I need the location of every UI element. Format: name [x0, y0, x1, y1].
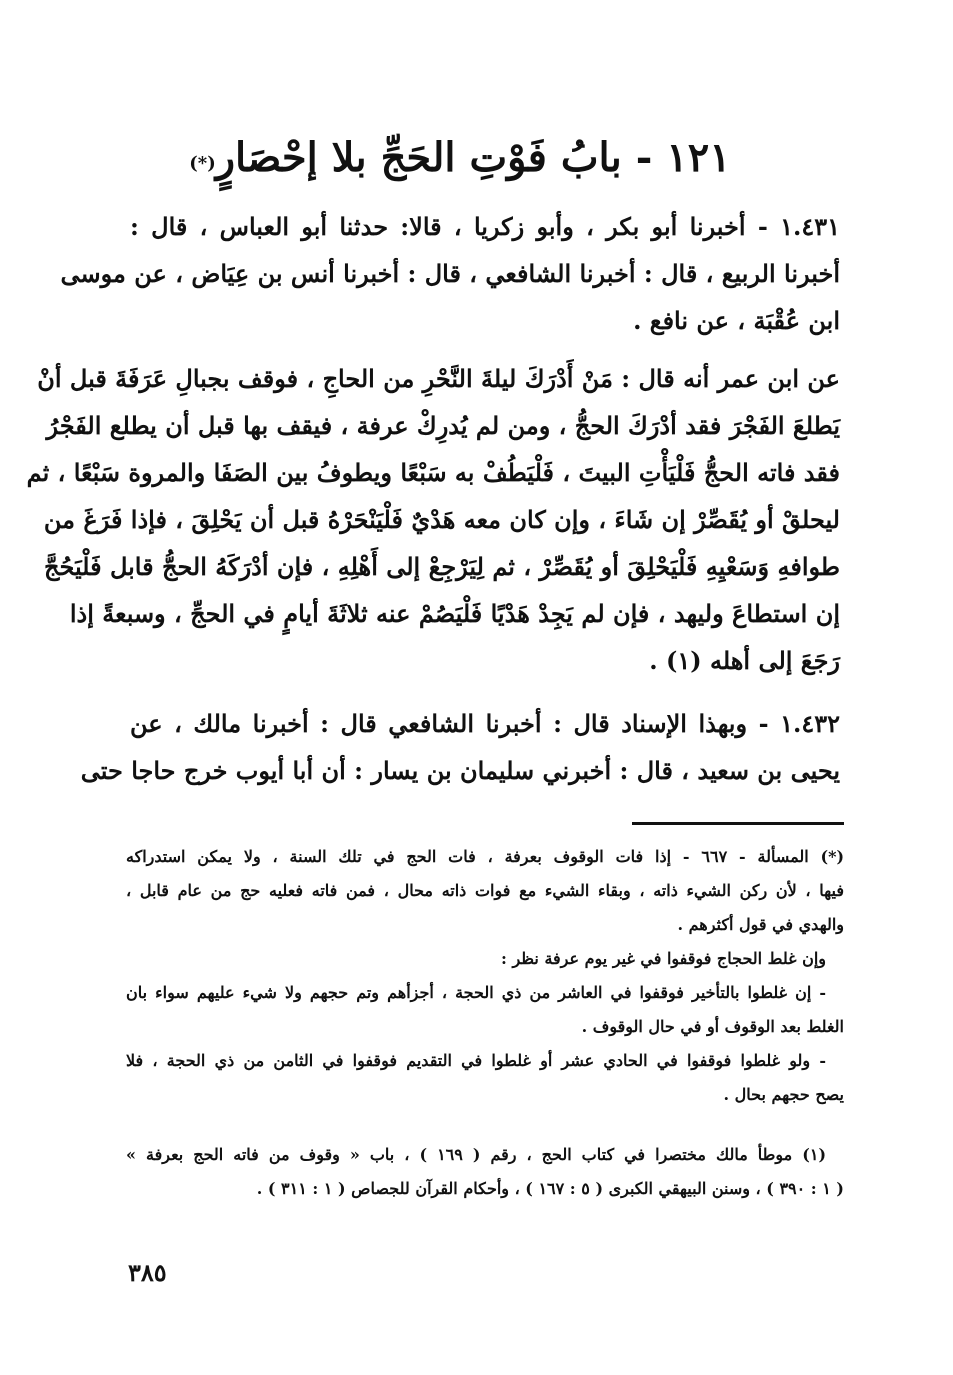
chapter-title	[140, 128, 780, 188]
footnote-separator	[632, 822, 844, 825]
footnote-line: الغلط بعد الوقوف أو في حال الوقوف .	[581, 1017, 844, 1036]
footnote-line: فيها ، لأن ركن الشيء ذاته ، وبقاء الشيء مع فوات ذاته محال ، فمن فاته فعليه حج من عام قابل ،	[126, 881, 844, 900]
hadith-1432	[80, 700, 840, 794]
text-line: ابن عُقْبَة ، عن نافع .	[633, 306, 840, 335]
footnote-line: - إن غلطوا بالتأخير فوقفوا في العاشر من ذي الحجة ، أجزأهم وتم حجهم ولا شيء عليهم سواء بان	[126, 983, 826, 1002]
hadith-1431-matn	[26, 355, 840, 684]
footnote-line: (*) المسألة - ٦٦٧ - إذا فات الوقوف بعرفة ، فات الحج في تلك السنة ، ولا يمكن استدراكه	[126, 847, 845, 866]
text-line: ١.٤٣٢ - وبهذا الإسناد قال : أخبرنا الشافعي قال : أخبرنا مالك ، عن	[130, 709, 840, 738]
text-line: ليحلقْ أو يُقَصِّرْ إن شَاءَ ، وإن كان معه هَدْيٌ فَلْيَنْحَرْهُ قبل أن يَحْلِقَ ، فإذا فَرَغَ من	[43, 505, 840, 534]
text-line: أخبرنا الربيع ، قال : أخبرنا الشافعي ، قال : أخبرنا أنس بن عِيَاض ، عن موسى	[60, 259, 840, 288]
footnote-star	[126, 840, 844, 1112]
footnote-1	[126, 1138, 844, 1206]
footnote-line: - ولو غلطوا فوقفوا في الحادي عشر أو غلطوا في التقديم فوقفوا في الثامن من ذي الحجة ، فلا	[126, 1051, 826, 1070]
footnote-line: (١) موطأ مالك مختصرا في كتاب الحج ، رقم ( ١٦٩ ) ، باب « وقوف من فاته الحج بعرفة »	[126, 1145, 827, 1164]
text-line: طوافهِ وَسَعْيِهِ فَلْيَحْلِقَ أو يُقَصِّرْ ، ثم لِيَرْجِعْ إلى أَهْلِهِ ، فإن أدْرَكَهُ الحجُّ قابل فَلْيَحُجَّ	[43, 552, 840, 581]
text-line: ١.٤٣١ - أخبرنا أبو بكر ، وأبو زكريا ، قالا: حدثنا أبو العباس ، قال :	[130, 212, 840, 241]
text-line: إن استطاعَ وليهد ، فإن لم يَجِدْ هَدْيًا فَلْيَصُمْ عنه ثلاثَةَ أيامٍ في الحجِّ ، وسبعةً إذا	[69, 599, 840, 628]
text-line: يحيى بن سعيد ، قال : أخبرني سليمان بن يسار : أن أبا أيوب خرج حاجا حتى	[80, 756, 840, 785]
footnote-line: وإن غلط الحجاج فوقفوا في غير يوم عرفة نظر :	[501, 949, 826, 968]
chapter-title-text: ١٢١ - بابُ فَوْتِ الحَجِّ بلا إحْصَارٍ	[215, 134, 731, 181]
text-line: عن ابن عمر أنه قال : مَنْ أَدْرَكَ ليلةَ النَّحْرِ من الحاجِ ، فوقف بجبالِ عَرَفَةَ قبل أنْ	[37, 364, 840, 393]
hadith-1431-isnad	[60, 203, 840, 344]
footnote-line: يصح حجهم بحال .	[723, 1085, 844, 1104]
text-line: فقد فاته الحجُّ فَلْيَأْتِ البيتَ ، فَلْيَطُفْ به سَبْعًا ويطوفُ بين الصَفَا والمروة سَبْعًا ، ثم	[26, 458, 840, 487]
page-number: ٣٨٥	[128, 1258, 167, 1287]
footnote-line: والهدي في قول أكثرهم .	[677, 915, 844, 934]
text-line: رَجَعَ إلى أهله (١) .	[649, 646, 840, 675]
footnote-line: ( ١ : ٣٩٠ ) ، وسنن البيهقي الكبرى ( ٥ : ١٦٧ ) ، وأحكام القرآن للجصاص ( ١ : ٣١١ ) .	[256, 1179, 844, 1198]
text-line: يَطلعَ الفَجْرَ فقد أدْرَكَ الحجُّ ، ومن لم يُدرِكْ عرفة ، فيقف بها قبل أن يطلع الفَجْرُ	[46, 411, 840, 440]
footnote-marker: (*)	[189, 153, 216, 174]
